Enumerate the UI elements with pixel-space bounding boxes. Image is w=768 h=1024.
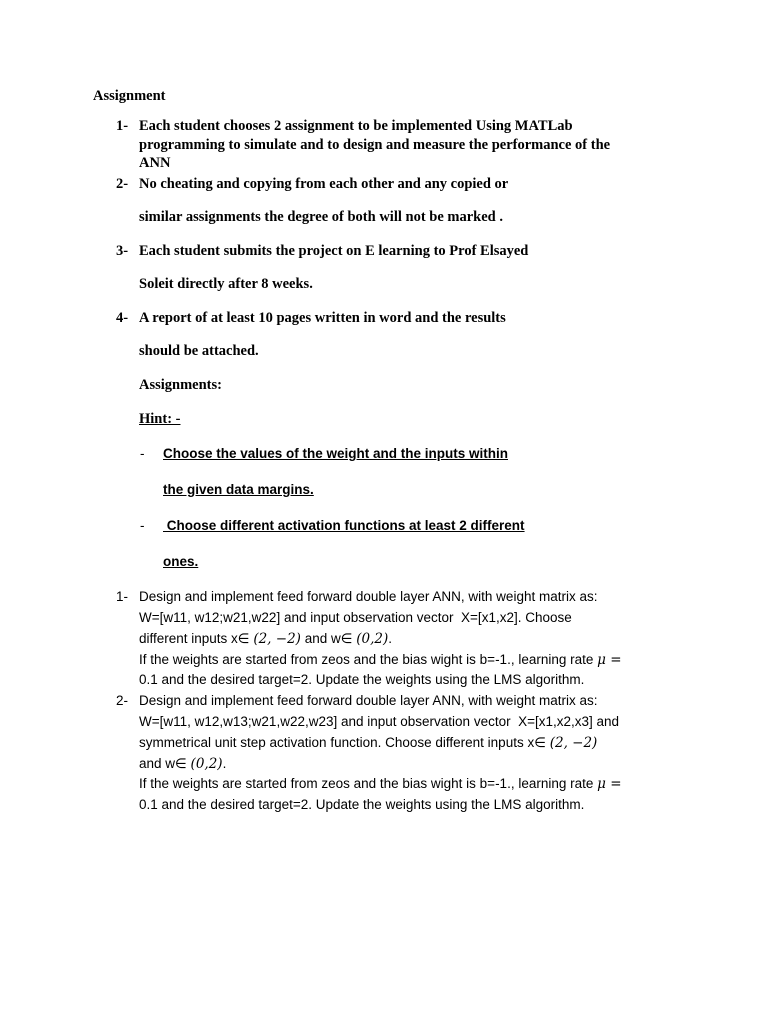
hint-dash: - <box>140 446 145 461</box>
hint-line: Choose the values of the weight and the inputs within <box>163 446 509 461</box>
task-line: Design and implement feed forward double layer ANN, with weight matrix as: <box>139 589 598 604</box>
math-expression: (2, −2) <box>253 631 301 647</box>
math-expression: μ = <box>597 776 622 792</box>
task-text: If the weights are started from zeos and the bias wight is b=-1., learning rate <box>139 652 598 667</box>
task-text: and w∈ <box>139 756 191 771</box>
hint-label: Hint: - <box>139 411 181 427</box>
task-text: 0.1 <box>139 797 158 812</box>
task-line <box>139 672 584 687</box>
task-text: . <box>222 756 227 771</box>
task-line <box>139 735 597 751</box>
task-text: symmetrical unit step activation function. Choose different inputs x∈ <box>139 735 550 750</box>
task-line <box>139 652 622 668</box>
task-text: If the weights are started from zeos and the bias wight is b=-1., learning rate <box>139 776 598 791</box>
task-text: different inputs x∈ <box>139 631 254 646</box>
task-line <box>139 756 226 772</box>
rule-number: 2- <box>116 176 129 192</box>
task-text: . <box>388 631 393 646</box>
task-line <box>139 631 392 647</box>
task-text: and the desired target=2. Update the weights using the LMS algorithm. <box>157 797 585 812</box>
rule-number: 4- <box>116 310 129 326</box>
rule-line: A report of at least 10 pages written in word and the results <box>139 310 506 326</box>
rule-line: ANN <box>139 155 171 171</box>
task-text: and the desired target=2. Update the weights using the LMS algorithm. <box>157 672 585 687</box>
rule-number: 3- <box>116 243 129 259</box>
math-expression: μ = <box>597 652 622 668</box>
task-number: 2- <box>116 693 129 708</box>
rule-line: Soleit directly after 8 weeks. <box>139 276 313 292</box>
rule-line: similar assignments the degree of both will not be marked . <box>139 209 503 225</box>
hint-line: ones. <box>163 554 199 569</box>
task-line <box>139 776 622 792</box>
assignments-label: Assignments: <box>139 377 222 393</box>
task-text: 0.1 <box>139 672 158 687</box>
task-line: Design and implement feed forward double layer ANN, with weight matrix as: <box>139 693 598 708</box>
rule-number: 1- <box>116 118 129 134</box>
task-line: W=[w11, w12,w13;w21,w22,w23] and input observation vector X=[x1,x2,x3] and <box>139 714 620 729</box>
math-expression: (2, −2) <box>549 735 598 751</box>
rule-line: Each student submits the project on E learning to Prof Elsayed <box>139 243 529 259</box>
hint-line: the given data margins. <box>163 482 314 497</box>
task-text: and w∈ <box>300 631 357 646</box>
math-expression: (0,2) <box>190 756 223 772</box>
task-line <box>139 797 584 812</box>
task-number: 1- <box>116 589 129 604</box>
rule-line: No cheating and copying from each other and any copied or <box>139 176 509 192</box>
rule-line: Each student chooses 2 assignment to be implemented Using MATLab <box>139 118 573 134</box>
math-expression: (0,2) <box>356 631 389 647</box>
rule-line: should be attached. <box>139 343 259 359</box>
hint-dash: - <box>140 518 145 533</box>
task-line: W=[w11, w12;w21,w22] and input observation vector X=[x1,x2]. Choose <box>139 610 572 625</box>
document-heading: Assignment <box>93 88 166 104</box>
hint-line: Choose different activation functions at least 2 different <box>163 518 525 533</box>
rule-line: programming to simulate and to design and measure the performance of the <box>139 137 611 153</box>
